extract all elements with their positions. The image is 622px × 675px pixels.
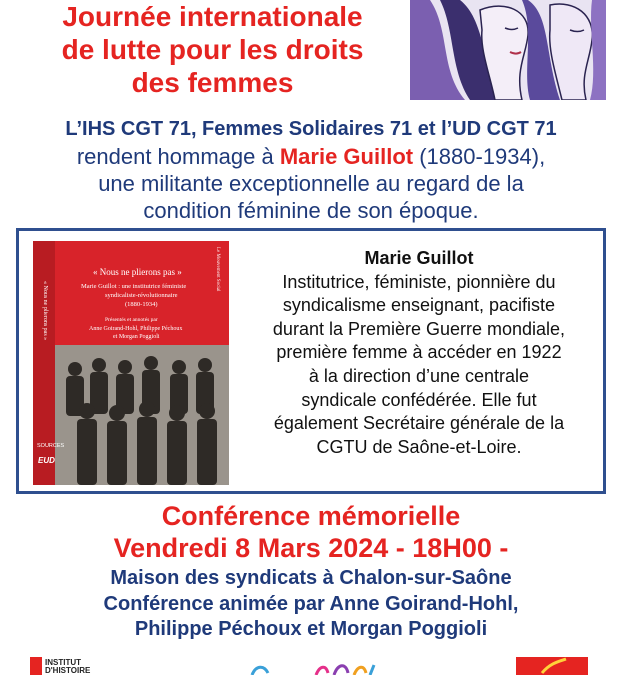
tribute-line: une militante exceptionnelle au regard de la: [98, 171, 524, 196]
organisers-line: L’IHS CGT 71, Femmes Solidaires 71 et l’UD CGT 71: [65, 118, 557, 140]
conference-date: Vendredi 8 Mars 2024 - 18H00 -: [113, 533, 509, 563]
conference-details: [0, 566, 622, 643]
svg-text:Anne Goirand-Hohl, Philippe Pé: Anne Goirand-Hohl, Philippe Péchoux: [89, 326, 183, 332]
book-collection-side: Le Mouvement Social: [215, 247, 220, 292]
biography-text: [239, 247, 599, 459]
event-title: [20, 0, 405, 99]
conference-speakers: Philippe Péchoux et Morgan Poggioli: [134, 618, 488, 640]
women-faces-illustration: [410, 0, 606, 100]
bio-line: durant la Première Guerre mondiale,: [272, 318, 566, 339]
svg-text:syndicaliste-révolutionnaire: syndicaliste-révolutionnaire: [105, 292, 178, 299]
svg-text:Marie Guillot : une institutri: Marie Guillot : une institutrice féministe: [81, 283, 187, 290]
bio-line: Institutrice, féministe, pionnière du: [282, 271, 556, 292]
conference-heading: [0, 500, 622, 564]
book-cover: [33, 241, 229, 485]
conference-title: Conférence mémorielle: [161, 501, 461, 531]
book-collection: SOURCES: [37, 443, 65, 449]
bio-name: Marie Guillot: [364, 248, 474, 268]
svg-text:Présentés et annotés par: Présentés et annotés par: [105, 317, 158, 323]
bio-line: CGTU de Saône-et-Loire.: [316, 436, 522, 457]
biography-box: [16, 228, 606, 494]
honoree-name: Marie Guillot: [279, 144, 414, 169]
bio-line: à la direction d’une centrale: [308, 365, 530, 386]
tribute-line: condition féminine de son époque.: [143, 198, 479, 223]
bio-line: également Secrétaire générale de la: [273, 413, 565, 434]
bio-line: première femme à accéder en 1922: [276, 342, 562, 363]
book-publisher: EUD: [38, 456, 55, 465]
bio-line: syndicalisme enseignant, pacifiste: [282, 295, 556, 316]
title-line: Journée internationale: [62, 1, 363, 32]
svg-text:(1880-1934): (1880-1934): [125, 301, 158, 308]
bio-line: syndicale confédérée. Elle fut: [301, 389, 537, 410]
intro-text: [0, 116, 622, 224]
ihs-logo-mark: [30, 657, 42, 675]
book-spine-title: « Nous ne plierons pas »: [42, 281, 48, 341]
title-line: de lutte pour les droits: [61, 34, 364, 65]
femmes-solidaires-logo: [312, 661, 382, 675]
book-title: « Nous ne plierons pas »: [93, 267, 182, 277]
conference-speakers: Conférence animée par Anne Goirand-Hohl,: [103, 592, 519, 615]
partner-logo-mark: [250, 663, 280, 675]
svg-text:et Morgan Poggioli: et Morgan Poggioli: [113, 334, 160, 340]
title-line: des femmes: [131, 67, 294, 98]
partner-logos: [0, 655, 622, 675]
cgt-logo: [516, 657, 588, 675]
ihs-logo: INSTITUT D'HISTOIRE: [30, 657, 90, 675]
tribute-line: rendent hommage à Marie Guillot (1880-1934),: [76, 144, 546, 169]
conference-place: Maison des syndicats à Chalon-sur-Saône: [110, 567, 512, 589]
